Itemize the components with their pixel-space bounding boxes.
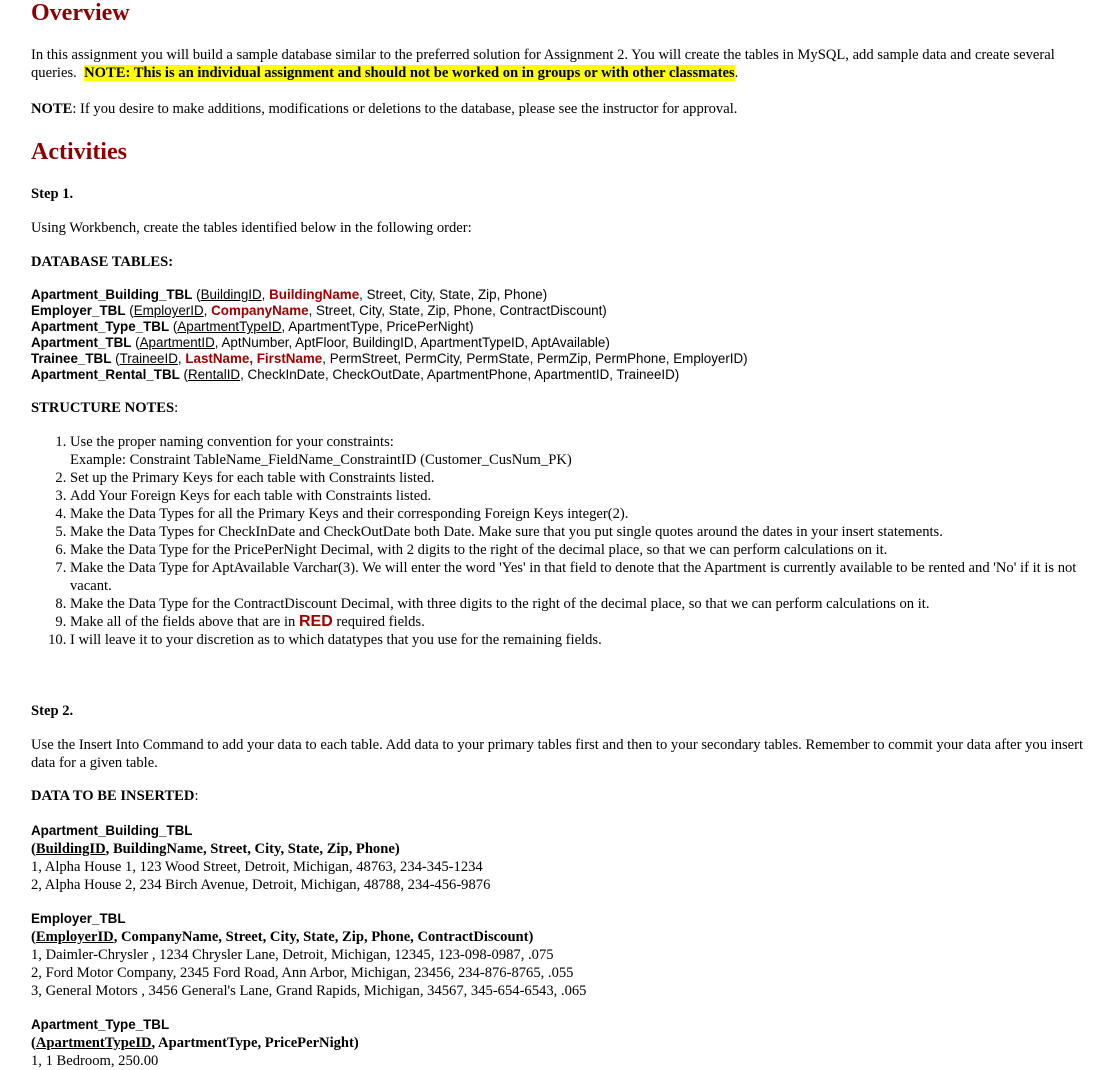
data-row: 1, 1 Bedroom, 250.00 <box>31 1053 159 1069</box>
note-text: : If you desire to make additions, modifications or deletions to the database, please see the instructor for approval. <box>72 101 738 117</box>
table-def-row: Apartment_Rental_TBL (RentalID, CheckInDate, CheckOutDate, ApartmentPhone, ApartmentID, TraineeID) <box>31 367 680 383</box>
data-inserted-label: DATA TO BE INSERTED: <box>31 788 199 804</box>
approval-note <box>31 100 1086 118</box>
intro-text: In this assignment you will build a sample database similar to the preferred solution for Assignment 2. You will create the tables in MySQL, add sample data and create several queries. <box>31 47 1055 81</box>
data-columns: (BuildingID, BuildingName, Street, City, State, Zip, Phone) <box>31 841 400 857</box>
note-label: NOTE <box>31 101 73 117</box>
intro-paragraph: In this assignment you will build a sample database similar to the preferred solution for Assignment 2. You will create the tables in MySQL, add sample data and create several queries. NOTE: This is an individual assignment and should not be worked on in groups or with other classmates. <box>31 47 1055 81</box>
database-tables-label: DATABASE TABLES: <box>31 254 174 270</box>
constraint-example: Example: Constraint TableName_FieldName_ConstraintID (Customer_CusNum_PK) <box>70 452 572 468</box>
data-row: 1, Daimler-Chrysler , 1234 Chrysler Lane, Detroit, Michigan, 12345, 123-098-0987, .075 <box>31 947 554 963</box>
list-item: 8. Make the Data Type for the ContractDiscount Decimal, with three digits to the right of the decimal place, so that we can perform calculations on it. <box>70 595 1086 613</box>
data-columns: (ApartmentTypeID, ApartmentType, PricePerNight) <box>31 1035 359 1051</box>
step1-text: Using Workbench, create the tables identified below in the following order: <box>31 220 472 236</box>
data-table-name: Apartment_Building_TBL <box>31 823 193 838</box>
list-item: 6. Make the Data Type for the PricePerNight Decimal, with 2 digits to the right of the decimal place, so that we can perform calculations on it. <box>70 541 1086 559</box>
list-item: 5. Make the Data Types for CheckInDate and CheckOutDate both Date. Make sure that you put single quotes around the dates in your insert statements. <box>70 523 1086 541</box>
table-def-row: Apartment_Building_TBL (BuildingID, BuildingName, Street, City, State, Zip, Phone) <box>31 287 548 302</box>
list-item: 7. Make the Data Type for AptAvailable Varchar(3). We will enter the word 'Yes' in that field to denote that the Apartment is currently available to be rented and 'No' if it is not vacant. <box>70 559 1086 595</box>
list-item: 9. Make all of the fields above that are in RED required fields. <box>70 613 1086 631</box>
list-item: 2. Set up the Primary Keys for each table with Constraints listed. <box>70 469 1086 487</box>
data-columns: (EmployerID, CompanyName, Street, City, State, Zip, Phone, ContractDiscount) <box>31 929 534 945</box>
list-item: 3. Add Your Foreign Keys for each table with Constraints listed. <box>70 487 1086 505</box>
list-item: 10. I will leave it to your discretion as to which datatypes that you use for the remaining fields. <box>70 631 1086 649</box>
data-table-name: Apartment_Type_TBL <box>31 1017 170 1032</box>
overview-heading: Overview <box>31 0 130 26</box>
data-row: 3, General Motors , 3456 General's Lane, Grand Rapids, Michigan, 34567, 345-654-6543, .065 <box>31 983 587 999</box>
data-section-employer <box>31 910 1086 1000</box>
data-row: 2, Ford Motor Company, 2345 Ford Road, Ann Arbor, Michigan, 23456, 234-876-8765, .055 <box>31 965 574 981</box>
table-def-row: Trainee_TBL (TraineeID, LastName, FirstName, PermStreet, PermCity, PermState, PermZip, PermPhone, EmployerID) <box>31 351 748 367</box>
data-row: 1, Alpha House 1, 123 Wood Street, Detroit, Michigan, 48763, 234-345-1234 <box>31 859 483 875</box>
red-emphasis: RED <box>298 613 333 630</box>
data-table-name: Employer_TBL <box>31 911 126 926</box>
step2-label: Step 2. <box>31 703 74 719</box>
data-section-building <box>31 822 1086 894</box>
table-def-row: Apartment_TBL (ApartmentID, AptNumber, AptFloor, BuildingID, ApartmentTypeID, AptAvailable) <box>31 335 610 351</box>
data-section-apartment-type <box>31 1016 1086 1070</box>
individual-note-highlight: NOTE: This is an individual assignment and should not be worked on in groups or with other classmates <box>84 65 735 81</box>
data-row: 2, Alpha House 2, 234 Birch Avenue, Detroit, Michigan, 48788, 234-456-9876 <box>31 877 491 893</box>
list-item: 1. Use the proper naming convention for your constraints: Example: Constraint TableName_FieldName_ConstraintID (Customer_CusNum_PK) <box>70 433 1086 469</box>
structure-notes-label: STRUCTURE NOTES: <box>31 400 179 416</box>
activities-heading: Activities <box>31 139 127 165</box>
table-definitions <box>31 287 1086 384</box>
structure-notes-list <box>31 433 1086 649</box>
step2-text: Use the Insert Into Command to add your data to each table. Add data to your primary tables first and then to your secondary tables. Remember to commit your data after you insert data for a given table. <box>31 737 1084 771</box>
table-def-row: Employer_TBL (EmployerID, CompanyName, Street, City, State, Zip, Phone, ContractDiscount) <box>31 303 607 319</box>
list-item: 4. Make the Data Types for all the Primary Keys and their corresponding Foreign Keys integer(2). <box>70 505 1086 523</box>
step1-label: Step 1. <box>31 186 74 202</box>
table-def-row: Apartment_Type_TBL (ApartmentTypeID, ApartmentType, PricePerNight) <box>31 319 474 335</box>
